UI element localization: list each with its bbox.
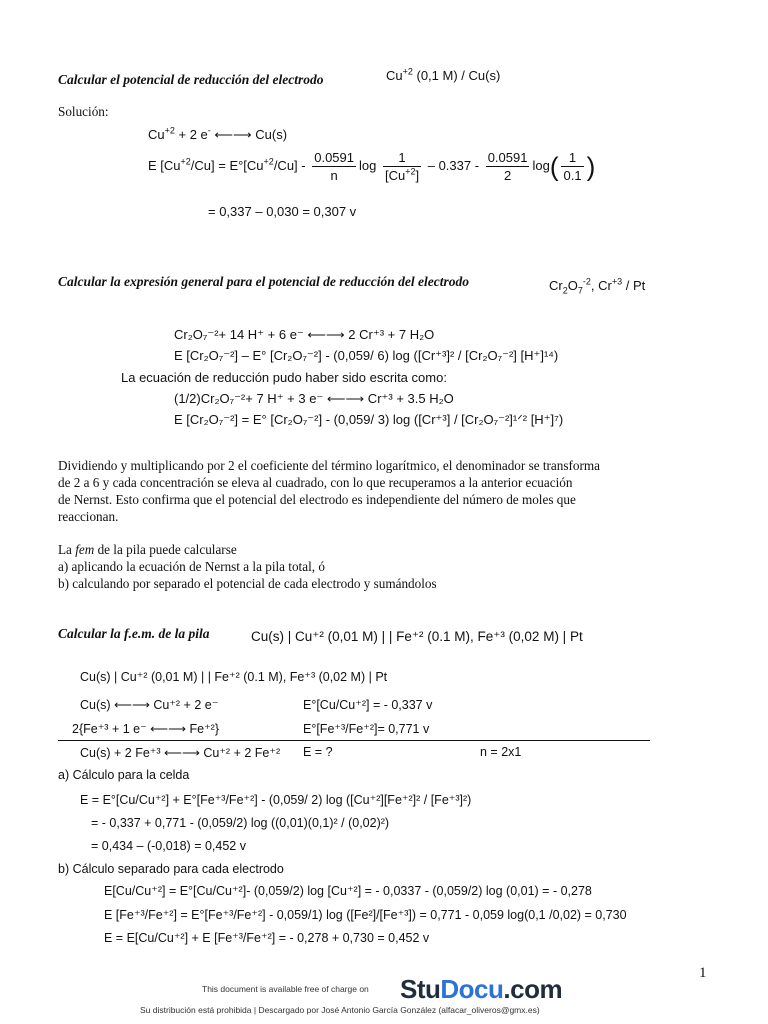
- method-a-equation: E = E°[Cu/Cu⁺²] + E°[Fe⁺³/Fe⁺²] - (0,059/ 2) log ([Cu⁺²][Fe⁺²]² / [Fe⁺³]²): [80, 793, 472, 807]
- page-number: 1: [699, 965, 707, 981]
- problem3-title: Calcular la f.e.m. de la pila: [58, 626, 210, 641]
- studocu-logo[interactable]: StuDocu.com: [400, 974, 563, 1004]
- problem2-title: Calcular la expresión general para el potencial de reducción del electrodo: [58, 274, 469, 289]
- problem2-note: La ecuación de reducción pudo haber sido escrita como:: [121, 370, 447, 385]
- paragraph1-line1: Dividiendo y multiplicando por 2 el coeficiente del término logarítmico, el denominador se transforma: [58, 458, 600, 473]
- paragraph2-line2: a) aplicando la ecuación de Nernst a la pila total, ó: [58, 559, 325, 574]
- problem3-potential-1: E°[Cu/Cu⁺²] = - 0,337 v: [303, 698, 433, 712]
- problem3-cell: Cu(s) | Cu⁺² (0,01 M) | | Fe⁺² (0.1 M), Fe⁺³ (0,02 M) | Pt: [251, 629, 583, 644]
- problem3-cell-notation: Cu(s) | Cu⁺² (0,01 M) | | Fe⁺² (0.1 M), Fe⁺³ (0,02 M) | Pt: [80, 670, 388, 684]
- method-a-substitution: = - 0,337 + 0,771 - (0,059/2) log ((0,01)(0,1)² / (0,02)²): [91, 816, 390, 830]
- paragraph2-line1: La fem de la pila puede calcularse: [58, 542, 237, 557]
- solucion-label: Solución:: [58, 104, 109, 119]
- problem1-nernst-equation: E $[Cu^{+2}/Cu] = E^\circ[Cu^{+2}/Cu]$ - $\frac{0.0591}{n}$ log $\frac{1}{[Cu^{+2}]}$ – 0.337 - $\frac{0.0591}{2}$ log( $\frac{1}{0.1}$ ): [148, 150, 596, 183]
- problem3-half-reaction-2: 2{Fe⁺³ + 1 e⁻ ⟵⟶ Fe⁺²}: [72, 722, 220, 736]
- method-b-anode: E[Cu/Cu⁺²] = E°[Cu/Cu⁺²]- (0,059/2) log [Cu⁺²] = - 0,0337 - (0,059/2) log (0,01) = - 0,278: [104, 884, 592, 898]
- problem3-potential-2: E°[Fe⁺³/Fe⁺²]= 0,771 v: [303, 722, 430, 736]
- problem2-equation-2: E [Cr₂O₇⁻²] = E° [Cr₂O₇⁻²] - (0,059/ 3) log ([Cr⁺³] / [Cr₂O₇⁻²]¹ᐟ² [H⁺]⁷): [174, 412, 564, 427]
- paragraph1-line2: de 2 a 6 y cada concentración se eleva al cuadrado, con lo que recuperamos a la anterior ecuación: [58, 475, 573, 490]
- problem2-reaction-1: Cr₂O₇⁻²+ 14 H⁺ + 6 e⁻ ⟵⟶ 2 Cr⁺³ + 7 H₂O: [174, 327, 435, 342]
- method-a-result: = 0,434 – (-0,018) = 0,452 v: [91, 839, 246, 853]
- problem3-half-reaction-1: Cu(s) ⟵⟶ Cu⁺² + 2 e⁻: [80, 698, 219, 712]
- problem1-reaction: $Cu^{+2} + 2$ e- ⟵⟶ Cu(s): [148, 125, 288, 142]
- problem2-equation-1: E [Cr₂O₇⁻²] – E° [Cr₂O₇⁻²] - (0,059/ 6) log ([Cr⁺³]² / [Cr₂O₇⁻²] [H⁺]¹⁴): [174, 348, 559, 363]
- problem1-title: Calcular el potencial de reducción del electrodo: [58, 72, 324, 87]
- problem1-result: = 0,337 – 0,030 = 0,307 v: [208, 204, 357, 219]
- paragraph2-line3: b) calculando por separado el potencial de cada electrodo y sumándolos: [58, 576, 437, 591]
- method-b-label: b) Cálculo separado para cada electrodo: [58, 862, 284, 876]
- footer-availability-text: This document is available free of charge on: [202, 984, 369, 994]
- sum-divider: [58, 740, 650, 741]
- method-b-cathode: E [Fe⁺³/Fe⁺²] = E°[Fe⁺³/Fe⁺²] - 0,059/1) log ([Fe²]/[Fe⁺³]) = 0,771 - 0,059 log(0,1 /0,02) = 0,730: [104, 908, 627, 922]
- method-b-total: E = E[Cu/Cu⁺²] + E [Fe⁺³/Fe⁺²] = - 0,278 + 0,730 = 0,452 v: [104, 931, 430, 945]
- problem3-overall-reaction: Cu(s) + 2 Fe⁺³ ⟵⟶ Cu⁺² + 2 Fe⁺²: [80, 746, 281, 760]
- problem1-electrode: $Cu^{+2}$ (0,1 M) / Cu(s): [386, 66, 501, 83]
- problem2-reaction-2: (1/2)Cr₂O₇⁻²+ 7 H⁺ + 3 e⁻ ⟵⟶ Cr⁺³ + 3.5 H₂O: [174, 391, 454, 406]
- problem3-overall-potential: E = ?: [303, 745, 333, 759]
- paragraph1-line4: reaccionan.: [58, 509, 119, 524]
- method-a-label: a) Cálculo para la celda: [58, 768, 190, 782]
- problem3-electron-count: n = 2x1: [480, 745, 522, 759]
- footer-download-notice: Su distribución está prohibida | Descargado por José Antonio García González (alfacar_oliveros@gmx.es): [140, 1005, 540, 1015]
- problem2-electrode: $Cr_2O_7^{-2}$, $Cr^{+3}$ / Pt: [549, 276, 646, 296]
- paragraph1-line3: de Nernst. Esto confirma que el potencial del electrodo es independiente del número de moles que: [58, 492, 576, 507]
